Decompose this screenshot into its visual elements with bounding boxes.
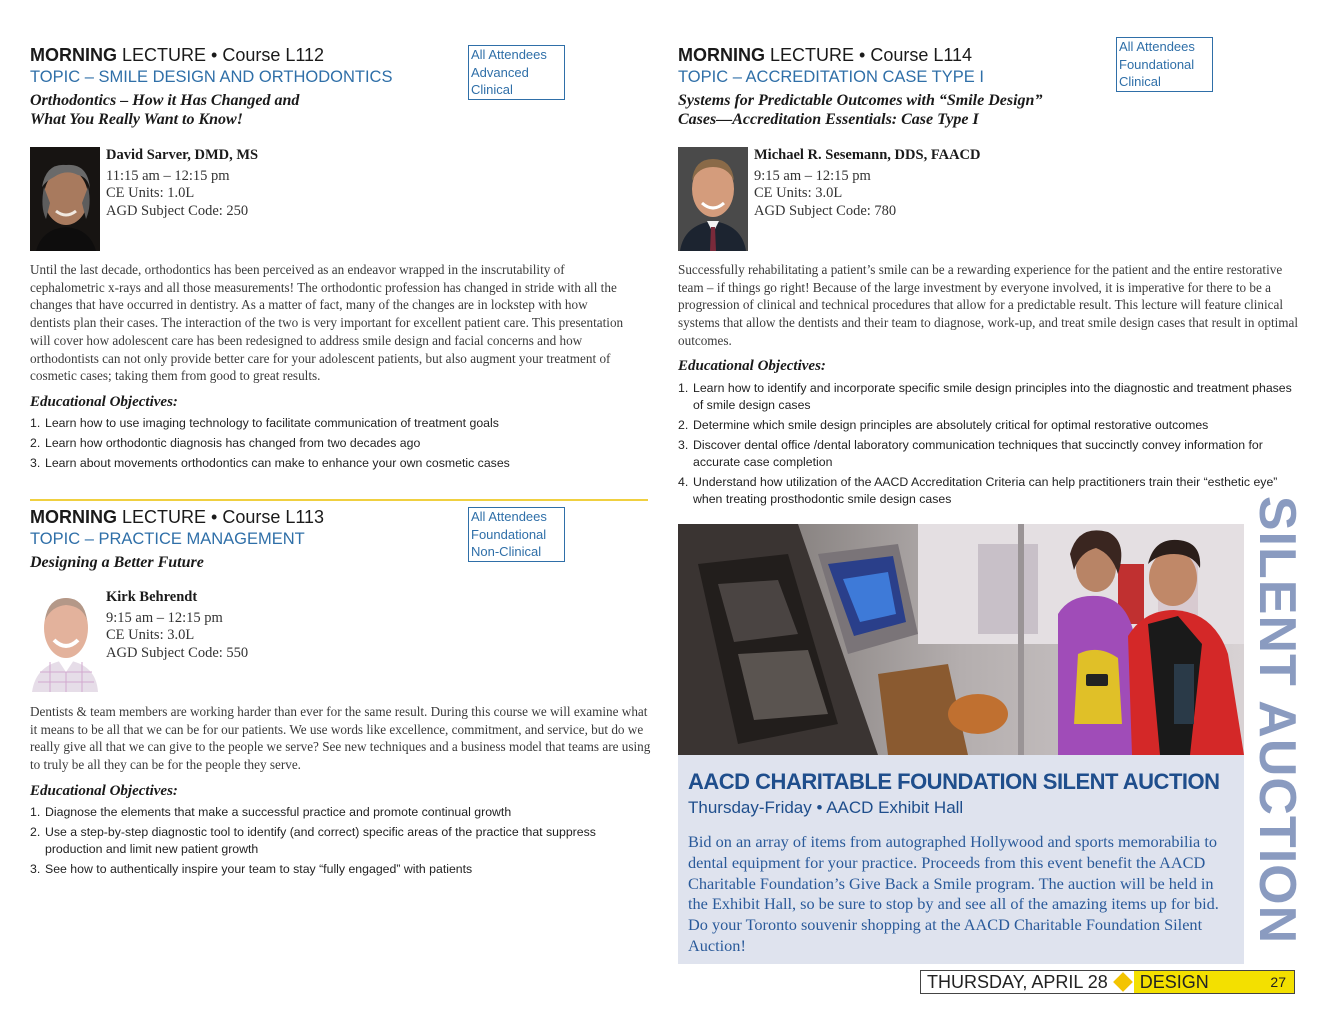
footer-section	[1134, 971, 1294, 993]
course-l113-objectives	[30, 804, 635, 881]
course-l112-objectives-title: Educational Objectives:	[30, 394, 178, 410]
agd-code: AGD Subject Code: 550	[106, 644, 249, 661]
list-item: 3. Learn about movements orthodontics can make to enhance your own cosmetic cases	[30, 456, 510, 470]
session-time: 9:15 am – 12:15 pm	[754, 167, 871, 184]
page-number: 27	[1270, 974, 1286, 990]
speaker-name: Kirk Behrendt	[106, 589, 198, 605]
course-l114-title: MORNING LECTURE • Course L114	[678, 45, 973, 65]
list-item: 1. Diagnose the elements that make a successful practice and promote continual growth	[30, 805, 512, 819]
session-time: 11:15 am – 12:15 pm	[106, 167, 230, 184]
auction-subtitle: Thursday-Friday • AACD Exhibit Hall	[688, 798, 964, 817]
list-item: 4. Understand how utilization of the AACD Accreditation Criteria can help practitioners train their “esthetic eye” when treating prosthodontic smile design cases	[678, 475, 1278, 506]
list-item: 1. Learn how to use imaging technology to facilitate communication of treatment goals	[30, 416, 499, 430]
course-l112-audience-box: All Attendees Advanced Clinical	[468, 45, 565, 100]
footer-day: THURSDAY, APRIL 28	[927, 972, 1108, 992]
course-l113-audience-box: All Attendees Foundational Non-Clinical	[468, 507, 565, 562]
footer-section-name: DESIGN	[1139, 972, 1209, 992]
course-l113-title: MORNING LECTURE • Course L113	[30, 507, 325, 527]
ce-units: CE Units: 3.0L	[754, 185, 843, 201]
session-time: 9:15 am – 12:15 pm	[106, 609, 223, 626]
auction-description: Bid on an array of items from autographed Hollywood and sports memorabilia to dental equipment for your practice. Proceeds from this event benefit the AACD Charitable Foundation’s Give Back a Smile program. The auction will be held in the Exhibit Hall, so be sure to stop by and see all of the amazing items up for bid. Do your Toronto souvenir shopping at the AACD Charitable Foundation Silent Auction!	[688, 832, 1219, 955]
course-l112-title: MORNING LECTURE • Course L112	[30, 45, 325, 65]
course-l114-objectives	[678, 380, 1293, 511]
list-item: 2. Determine which smile design principles are absolutely critical for optimal restorative outcomes	[678, 418, 1209, 432]
speaker-photo-behrendt	[30, 588, 100, 692]
course-l114-description: Successfully rehabilitating a patient’s smile can be a rewarding experience for the patient and the entire restorative team – if things go right! Because of the large investment by everyone involved, it is imperative for there to be a progression of clinical and technical procedures that allow for a predictable result. This lecture will feature clinical systems that allow the dentists and their team to diagnose, work-up, and treat smile design cases that result in optimal outcomes.	[678, 262, 1299, 348]
auction-photo	[678, 524, 1244, 755]
course-l113-objectives-title: Educational Objectives:	[30, 783, 178, 799]
course-l113-subtitle: Designing a Better Future	[30, 554, 204, 571]
course-l112-objectives	[30, 415, 630, 475]
speaker-name: David Sarver, DMD, MS	[106, 147, 259, 163]
course-l113-speaker-info	[106, 589, 248, 662]
silent-auction-vertical-label: SILENT AUCTION	[1248, 495, 1306, 945]
course-l113-topic: TOPIC – PRACTICE MANAGEMENT	[30, 530, 305, 548]
page-footer	[920, 970, 1295, 994]
course-l114-audience-box: All Attendees Foundational Clinical	[1116, 37, 1213, 92]
ce-units: CE Units: 3.0L	[106, 627, 195, 643]
course-l114-speaker-info	[754, 147, 981, 220]
diamond-icon	[1113, 972, 1133, 992]
list-item: 3. See how to authentically inspire your team to stay “fully engaged” with patients	[30, 862, 473, 876]
section-divider	[30, 499, 648, 501]
agd-code: AGD Subject Code: 250	[106, 202, 249, 219]
list-item: 1. Learn how to identify and incorporate specific smile design principles into the diagnostic and treatment phases of smile design cases	[678, 381, 1292, 412]
course-l114-topic: TOPIC – ACCREDITATION CASE TYPE I	[678, 68, 984, 86]
auction-panel	[678, 755, 1244, 964]
course-l112-subtitle: Orthodontics – How it Has Changed and What You Really Want to Know!	[30, 92, 300, 128]
course-l112-speaker-info	[106, 147, 258, 220]
agd-code: AGD Subject Code: 780	[754, 202, 897, 219]
course-l114-header	[678, 44, 1108, 129]
course-l112-description: Until the last decade, orthodontics has been perceived as an endeavor wrapped in the inscrutability of cephalometric x-rays and all those measurements! The orthodontic profession has changed in stride with all the changes that have occurred in dentistry. As a matter of fact, many of the changes are in lockstep with how dentists plan their cases. The interaction of the two is very important for excellent patient care. This presentation will cover how adolescent care has been redesigned to address smile design and facial concerns and how orthodontists can not only provide better care for your adolescent patients, but also augment your treatment of cosmetic cases; taking them from good to great results.	[30, 262, 624, 384]
course-l113-header	[30, 506, 460, 572]
speaker-photo-sarver	[30, 147, 100, 251]
list-item: 2. Use a step-by-step diagnostic tool to identify (and correct) specific areas of the practice that suppress production and limit new patient growth	[30, 825, 596, 856]
list-item: 3. Discover dental office /dental laboratory communication techniques that succinctly convey information for accurate case completion	[678, 438, 1263, 469]
auction-title: AACD CHARITABLE FOUNDATION SILENT AUCTION	[688, 769, 1220, 794]
speaker-name: Michael R. Sesemann, DDS, FAACD	[754, 147, 981, 163]
course-l112-header	[30, 44, 460, 129]
course-l114-subtitle: Systems for Predictable Outcomes with “Smile Design” Cases—Accreditation Essentials: Case Type I	[678, 92, 1043, 128]
list-item: 2. Learn how orthodontic diagnosis has changed from two decades ago	[30, 436, 421, 450]
course-l112-topic: TOPIC – SMILE DESIGN AND ORTHODONTICS	[30, 68, 393, 86]
ce-units: CE Units: 1.0L	[106, 185, 195, 201]
course-l113-description: Dentists & team members are working harder than ever for the same result. During this course we will examine what it means to be all that we can be for our patients. We use words like excellence, commitment, and service, but do we really give all that we can give to the people we serve? See new techniques and a business model that teams are using to truly be all they can be for the people they serve.	[30, 704, 651, 773]
speaker-photo-sesemann	[678, 147, 748, 251]
course-l114-objectives-title: Educational Objectives:	[678, 358, 826, 374]
